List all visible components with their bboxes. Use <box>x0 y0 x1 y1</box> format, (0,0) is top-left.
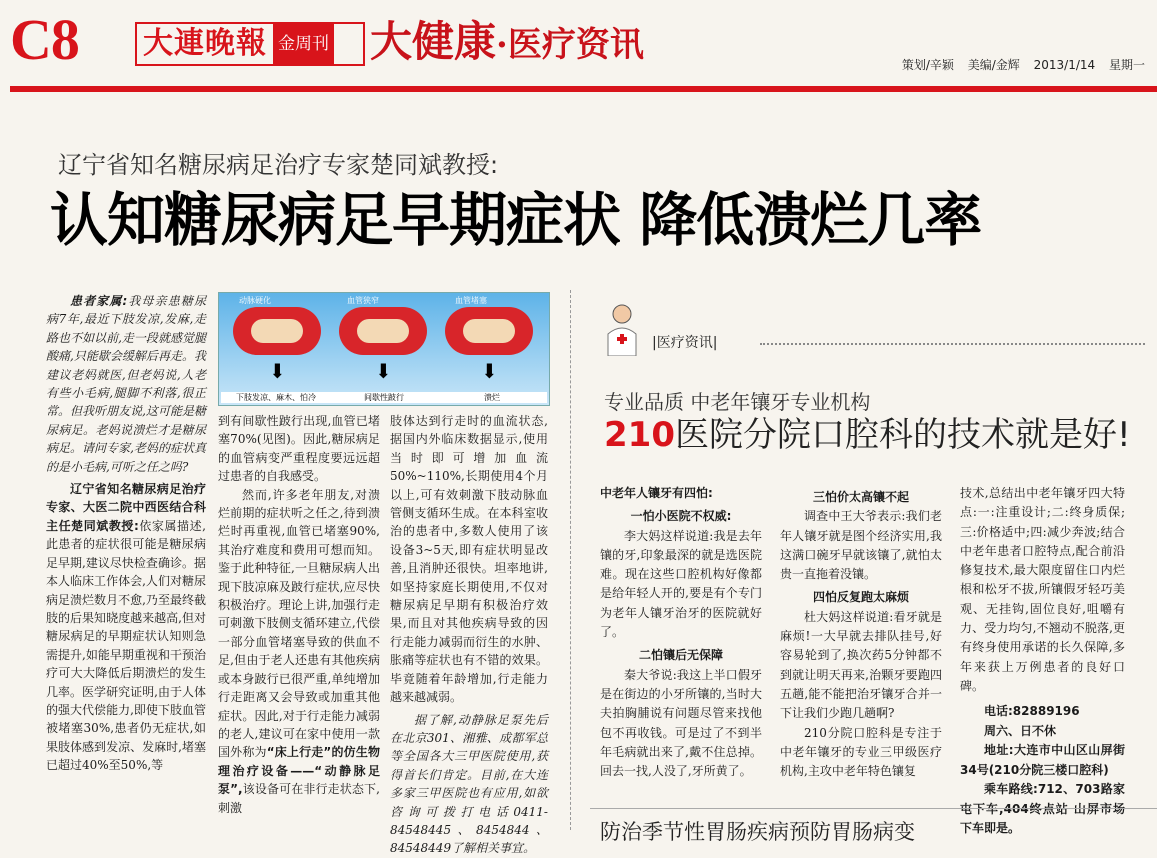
question-text: 我母亲患糖尿病7年,最近下肢发凉,发麻,走路也不如以前,走一段就感觉腿酸痛,只能歇会缓解后再走。我建议老妈就医,但老妈说,人老有些小毛病,腿脚不利落,很正常。但我听朋友说,这可能是糖尿病足。老妈说溃烂才是糖尿病足。请问专家,老妈的症状真的是小毛病,可听之任之吗? <box>46 294 206 474</box>
section-dot: · <box>496 25 508 65</box>
stage-caption-2: 间歇性跛行 <box>329 392 439 403</box>
issue-weekday: 星期一 <box>1108 58 1145 72</box>
article-column-1 <box>46 292 206 775</box>
col3-para-1: 肢体达到行走时的血流状态,据国内外临床数据显示,使用当时即可增加血流50%~110%,长期使用4个月以上,可有效刺激下肢动脉血管侧支循环生成。在本科室收治的患者中,多数人使用了该设备3~5天,即有症状明显改善,且消肿还很快。坦率地讲,如坚持家庭长期使用,不仅对糖尿病足早期有积极治疗效果,而且对其他疾病导致的因行走能力减弱而衍生的水肿、胀痛等症状也有不错的效果。毕竟随着年龄增加,行走能力越来越减弱。 <box>390 414 548 705</box>
editor-credit: 策划/辛颖 <box>901 58 954 72</box>
stage-label-2: 血管狭窄 <box>347 296 379 305</box>
ad-title-number: 210 <box>604 415 675 455</box>
ad-column-2 <box>780 484 942 781</box>
article-column-2 <box>218 412 380 817</box>
arrow-down-icon: ⬇ <box>269 359 286 383</box>
ad-column-1 <box>600 484 762 781</box>
col2-text-3: 该设备可在非行走状态下,刺激 <box>218 782 380 815</box>
arrow-down-icon: ⬇ <box>481 359 498 383</box>
vessel-stage-1 <box>233 307 321 355</box>
ad-fear-3-text: 调查中王大爷表示:我们老年人镶牙就是图个经济实用,我这满口碗牙早就该镶了,就怕太贵一直拖着没镶。 <box>780 509 942 582</box>
vessel-stage-2 <box>339 307 427 355</box>
paper-name: 大連晚報 <box>143 26 267 61</box>
stage-label-3: 血管堵塞 <box>455 296 487 305</box>
ad-contact <box>960 702 1125 839</box>
ad-address: 地址:大连市中山区山屏街34号(210分院三楼口腔科) <box>960 743 1125 777</box>
page-number: C8 <box>10 7 79 72</box>
family-question <box>46 292 206 476</box>
ad-c1-heading: 中老年人镶牙有四怕: <box>600 486 713 500</box>
bottom-rule <box>590 808 1157 809</box>
column-divider <box>570 290 572 830</box>
ad-title <box>604 413 1131 457</box>
ad-dotted-rule <box>760 343 1145 345</box>
ad-closing-text: 210分院口腔科是专注于中老年镶牙的专业三甲级医疗机构,主攻中老年特色镶复 <box>780 725 942 779</box>
col3-note: 据了解,动静脉足泵先后在北京301、湘雅、成都军总等全国各大三甲医院使用,获得首长们肯定。目前,在大连多家三甲医院也有应用,如欲咨询可拨打电话0411-84548445、8454844、84548449了解相关事宜。 <box>390 712 548 856</box>
section-title <box>370 16 644 71</box>
ad-subtitle: 专业品质 中老年镶牙专业机构 <box>604 390 871 414</box>
ad-fear-2-heading: 二怕镶后无保障 <box>638 648 723 663</box>
stage-caption-3: 溃烂 <box>437 392 547 403</box>
col2-text-2: 然而,许多老年朋友,对溃烂前期的症状听之任之,待到溃烂时再重视,血管已堵塞90%,其治疗难度和费用可想而知。鉴于此种特征,一旦糖尿病人出现下肢凉麻及跛行症状,应尽快积极治疗。理论上讲,加强行走可刺激下肢侧支循环建立,代偿一部分血管堵塞导致的供血不足,但由于老人还患有其他疾病或本身跛行已很严重,单纯增加行走距离又会导致或加重其他症状。因此,对于行走能力减弱的老人,建议可在家中使用一款国外称为 <box>218 487 380 760</box>
section-big: 大健康 <box>370 17 497 66</box>
ad-fear-4-heading: 四怕反复跑太麻烦 <box>812 590 909 605</box>
ad-phone: 电话:82889196 <box>984 704 1080 719</box>
ad-title-text: 医院分院口腔科的技术就是好! <box>674 415 1131 455</box>
ad-bus-route: 乘车路线:712、703路家屯下车,404终点站 山屏市场下车即是。 <box>960 782 1125 836</box>
article-kicker: 辽宁省知名糖尿病足治疗专家楚同斌教授: <box>58 151 499 179</box>
ad-fear-1-heading: 一怕小医院不权威: <box>630 509 732 524</box>
col2-para-2 <box>218 486 380 817</box>
answer-text: 依家属描述,此患者的症状很可能是糖尿病足早期,建议尽快检查确诊。据本人临床工作体会,人们对糖尿病足溃烂数月不愈,乃至最终截肢的后果知晓度越来越高,但对糖尿病足的早期症状认知则急需提升,如能早期重视和干预治疗可大大降低后期溃烂的发生几率。医学研究证明,由于人体的强大代偿能力,即使下肢血管被堵塞30%,患者仍无症状,如果肢体感到发凉、发麻时,堵塞已超过40%至50%,等 <box>46 518 206 773</box>
device-name: “床上行走”的仿生物理治疗设备——“动静脉足泵”, <box>218 745 380 797</box>
arrow-down-icon: ⬇ <box>375 359 392 383</box>
doctor-icon <box>600 300 644 356</box>
stage-caption-1: 下肢发凉、麻木、怕冷 <box>221 392 331 403</box>
newspaper-logo <box>135 22 365 66</box>
vessel-illustration <box>218 292 550 406</box>
vessel-stage-3 <box>445 307 533 355</box>
ad-features-text: 技术,总结出中老年镶牙四大特点:一:注重设计;二:终身质保;三:价格适中;四:减少奔波;结合中老年患者口腔特点,配合前沿修复技术,最大限度留住口内烂根和松牙不拔,所镶假牙轻巧美观、无挂钩,固位良好,咀嚼有力、受力均匀,不翘动不脱落,更有终身使用承诺的长久保障,多年来获上万例患者的良好口碑。 <box>960 486 1125 693</box>
answer-label: 辽宁省知名糖尿病足治疗专家、大医二院中西医结合科主任楚同斌教授: <box>46 482 206 533</box>
article-column-3 <box>390 412 548 858</box>
bottom-headline: 防治季节性胃肠疾病预防胃肠病变 <box>600 820 915 844</box>
col2-para-1: 到有间歇性跛行出现,血管已堵塞70%(见图)。因此,糖尿病足的血管病变严重程度要远远超过患者的自我感受。 <box>218 414 380 484</box>
ad-fear-3-heading: 三怕价太高镶不起 <box>812 490 909 504</box>
expert-answer <box>46 480 206 775</box>
header-rule <box>10 86 1157 92</box>
ad-tag: |医疗资讯| <box>652 335 718 351</box>
stage-label-1: 动脉硬化 <box>239 296 271 305</box>
designer-credit: 美编/金辉 <box>967 58 1020 72</box>
section-small: 医疗资讯 <box>507 25 644 65</box>
ad-column-3 <box>960 484 1125 839</box>
header-meta <box>892 56 1145 73</box>
ad-fear-1-text: 李大妈这样说道:我是去年镶的牙,印象最深的就是选医院难。现在这些口腔机构好像都是给年轻人开的,要是有个专门为老年人镶牙治牙的医院就好了。 <box>600 528 762 640</box>
issue-date: 2013/1/14 <box>1033 58 1096 72</box>
ad-hours: 周六、日不休 <box>984 723 1057 738</box>
question-label: 患者家属: <box>70 294 128 308</box>
ad-fear-2-text: 秦大爷说:我这上半口假牙是在街边的小牙所镶的,当时大夫拍胸脯说有问题尽管来找他包不再收钱。可是过了不到半年毛病就出来了,戴不住总掉。回去一找,人没了,牙所黄了。 <box>600 667 762 779</box>
article-headline: 认知糖尿病足早期症状 降低溃烂几率 <box>50 186 982 254</box>
ad-fear-4-text: 杜大妈这样说道:看牙就是麻烦!一大早就去排队挂号,好容易轮到了,换次药5分钟都不到就让明天再来,治颗牙要跑四五趟,能不能把治牙镶牙合并一下让我们少跑几趟啊? <box>780 609 942 721</box>
edition-label: 金周刊 <box>273 24 334 64</box>
